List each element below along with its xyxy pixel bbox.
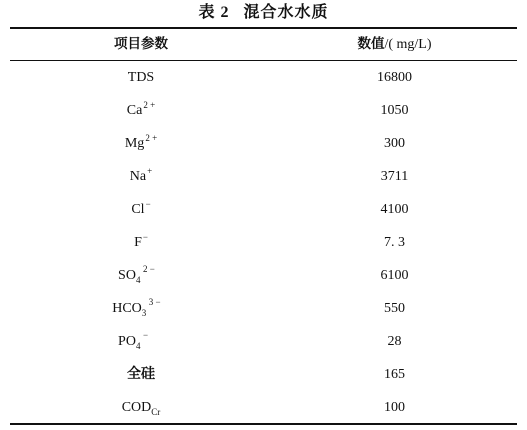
- param-name: Ca: [126, 103, 143, 118]
- table-row: [10, 292, 517, 325]
- param-column-header: 项目参数: [114, 36, 168, 52]
- param-name: COD: [121, 400, 152, 415]
- param-cell: [10, 160, 272, 194]
- value-cell: 3711: [380, 169, 409, 184]
- param-superscript: 2 −: [142, 263, 155, 274]
- param-superscript: −: [142, 329, 149, 340]
- param-superscript: 2 +: [143, 100, 156, 110]
- param-cell: [10, 259, 272, 292]
- value-header-unit: /( mg/L): [384, 37, 432, 52]
- param-cell: [10, 127, 272, 161]
- param-name: 全硅: [127, 366, 155, 382]
- table-number: 表 2: [198, 4, 230, 21]
- value-cell: 16800: [377, 70, 412, 85]
- param-name: Mg: [124, 136, 145, 151]
- table-row: [10, 325, 517, 358]
- param-cell: [10, 391, 272, 425]
- param-superscript: +: [147, 166, 153, 176]
- value-cell: 300: [384, 136, 405, 151]
- param-name: F: [134, 235, 142, 250]
- param-name: Na: [129, 169, 147, 184]
- param-cell: [10, 292, 272, 325]
- param-subsup: [135, 263, 164, 286]
- param-subsup: [135, 329, 164, 352]
- value-column-header: [272, 29, 517, 60]
- param-cell: [10, 61, 272, 94]
- table-row: [10, 94, 517, 127]
- param-name: TDS: [127, 70, 155, 85]
- param-superscript: −: [145, 199, 151, 209]
- param-subsup: [141, 296, 170, 319]
- value-cell: 7. 3: [384, 235, 405, 250]
- param-cell: [10, 358, 272, 391]
- value-cell: 100: [384, 400, 405, 415]
- param-subscript: 3: [141, 307, 147, 318]
- param-subscript: 4: [135, 340, 141, 351]
- value-cell: 165: [384, 367, 405, 382]
- param-name: HCO: [112, 301, 142, 316]
- table-row: [10, 358, 517, 391]
- param-superscript: −: [142, 232, 148, 242]
- table-row: [10, 226, 517, 259]
- table-row: [10, 61, 517, 94]
- table-body: [10, 61, 517, 424]
- value-cell: 6100: [380, 268, 409, 283]
- value-cell: 28: [387, 334, 402, 349]
- param-cell: [10, 325, 272, 358]
- table-row: [10, 160, 517, 193]
- param-cell: [10, 226, 272, 260]
- param-superscript: 2 +: [145, 133, 158, 143]
- bottom-rule: [10, 423, 517, 425]
- param-cell: [10, 193, 272, 227]
- table-row: [10, 259, 517, 292]
- table-row: [10, 193, 517, 226]
- value-cell: 550: [384, 301, 405, 316]
- table-row: [10, 127, 517, 160]
- value-cell: 4100: [380, 202, 409, 217]
- param-cell: [10, 94, 272, 128]
- value-cell: 1050: [380, 103, 409, 118]
- value-header-label: 数值: [357, 36, 385, 52]
- table-title: 混合水水质: [243, 4, 329, 21]
- param-subscript: 4: [135, 274, 141, 285]
- table-caption: [0, 2, 527, 24]
- table-row: [10, 391, 517, 424]
- param-name: Cl: [131, 202, 145, 217]
- param-name: SO: [118, 268, 136, 283]
- param-superscript: 3 −: [148, 296, 161, 307]
- table-header: [10, 29, 517, 60]
- param-name: PO: [118, 334, 136, 349]
- param-subscript: Cr: [151, 407, 161, 417]
